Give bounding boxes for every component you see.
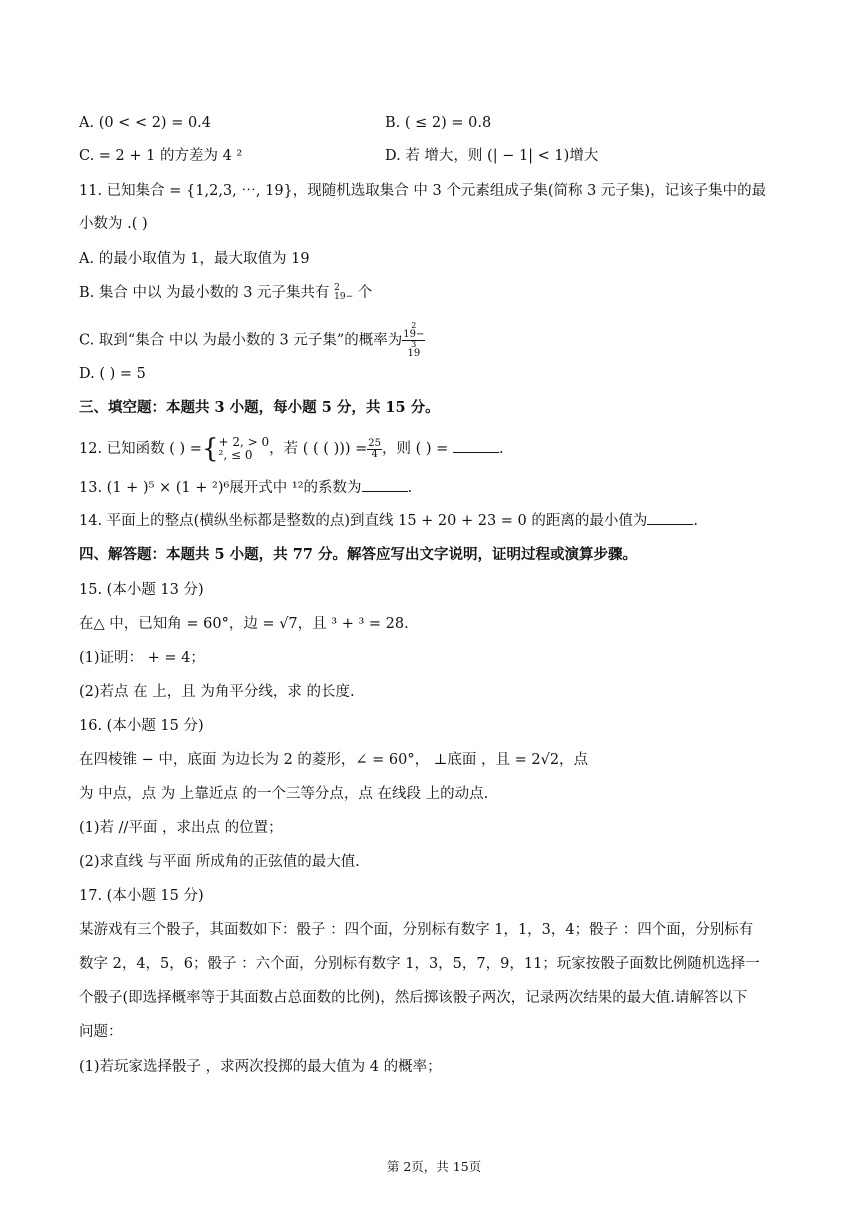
question-17-part-1: (1)若玩家选择骰子 ，求两次投掷的最大值为 4 的概率； <box>79 1059 442 1075</box>
option-b-tail: 个 <box>353 285 373 301</box>
answer-blank[interactable] <box>647 524 693 525</box>
option-c: C. = 2 + 1 的方差为 4 ² <box>79 148 243 164</box>
question-15-stem: 在△ 中，已知角 = 60°，边 = √7，且 ³ + ³ = 28. <box>79 616 409 632</box>
answer-blank[interactable] <box>453 452 499 453</box>
option-d: D. 若 增大，则 (| − 1| < 1)增大 <box>385 148 599 164</box>
question-17-header: 17. (本小题 15 分) <box>79 888 204 904</box>
denominator: 19 <box>407 348 421 359</box>
q12-den: 4 <box>371 448 378 460</box>
page-footer: 第 2页，共 15页 <box>386 1159 482 1174</box>
numerator: 19− <box>403 329 425 340</box>
question-11-option-b <box>79 283 808 303</box>
question-15-part-1: (1)证明： + = 4； <box>79 650 205 666</box>
question-11-option-a: A. 的最小取值为 1，最大取值为 19 <box>79 251 310 267</box>
question-11-option-d: D. ( ) = 5 <box>79 366 146 382</box>
q12-mid: ，若 ( ( ( ))) = <box>269 441 368 457</box>
q12-text: 12. 已知函数 ( ) = <box>79 441 202 457</box>
question-12: 12. 已知函数 ( ) ={ + 2, > 0 ², ≤ 0 ，若 ( ( ( ))) = $\frac{25}{4}$ ，则 ( ) = . <box>79 434 504 464</box>
option-b-text: B. 集合 中以 为最小数的 3 元子集共有 <box>79 285 335 301</box>
q12-post: ，则 ( ) = <box>382 441 453 457</box>
q12-fraction <box>367 439 382 460</box>
option-row-a-b <box>79 113 808 133</box>
question-11-option-c <box>79 322 808 359</box>
question-17-stem-2: 数字 2，4，5，6；骰子 ：六个面，分别标有数字 1，3，5，7，9，11；玩家按骰子面数比例随机选择一 <box>79 956 760 972</box>
question-13: 13. (1 + )⁵ × (1 + ²)⁶展开式中 ¹²的系数为 . <box>79 480 413 496</box>
answer-blank[interactable] <box>362 491 408 492</box>
option-b: B. ( ≤ 2) = 0.8 <box>385 115 492 131</box>
piecewise <box>219 436 270 462</box>
section-four-heading: 四、解答题：本题共 5 小题，共 77 分。解答应写出文字说明，证明过程或演算步骤。 <box>79 546 637 563</box>
combination-sup: 2 <box>334 283 340 293</box>
option-a: A. (0 < < 2) = 0.4 <box>79 115 212 131</box>
question-16-stem: 在四棱锥 − 中，底面 为边长为 2 的菱形，∠ = 60°， ⊥底面 ，且 = 2√2，点 <box>79 752 589 768</box>
q13-text: 13. (1 + )⁵ × (1 + ²)⁶展开式中 ¹²的系数为 <box>79 480 362 496</box>
question-16-part-2: (2)求直线 与平面 所成角的正弦值的最大值. <box>79 854 360 870</box>
piece-2: ², ≤ 0 <box>218 448 253 462</box>
question-16-header: 16. (本小题 15 分) <box>79 718 204 734</box>
option-row-c-d <box>79 146 808 166</box>
section-three-heading: 三、填空题：本题共 3 小题，每小题 5 分，共 15 分。 <box>79 399 440 416</box>
question-15-part-2: (2)若点 在 上，且 为角平分线，求 的长度. <box>79 684 355 700</box>
question-16-stem-cont: 为 中点，点 为 上靠近点 的一个三等分点，点 在线段 上的动点. <box>79 786 489 802</box>
question-15-header: 15. (本小题 13 分) <box>79 582 204 598</box>
brace-glyph: { <box>201 434 219 464</box>
piece-1: + 2, > 0 <box>218 435 270 449</box>
q12-num: 25 <box>368 437 382 449</box>
question-11-stem: 11. 已知集合 = {1,2,3, ⋯, 19}，现随机选取集合 中 3 个元素组成子集(简称 3 元子集)，记该子集中的最 <box>79 183 767 199</box>
denominator-sup: 3 <box>411 340 417 349</box>
question-17-stem-1: 某游戏有三个骰子，其面数如下：骰子 ：四个面，分别标有数字 1，1，3，4；骰子 ：四个面，分别标有 <box>79 922 754 938</box>
question-11-stem-cont: 小数为 .( ) <box>79 216 148 232</box>
question-17-stem-3: 个骰子(即选择概率等于其面数占总面数的比例)，然后掷该骰子两次，记录两次结果的最大值.请解答以下 <box>79 990 748 1006</box>
option-c-text: C. 取到“集合 中以 为最小数的 3 元子集”的概率为 <box>79 332 403 349</box>
question-17-stem-4: 问题： <box>79 1024 123 1040</box>
numerator-sup: 2 <box>411 321 417 330</box>
question-14: 14. 平面上的整点(横纵坐标都是整数的点)到直线 15 + 20 + 23 = 0 的距离的最小值为 . <box>79 513 698 529</box>
probability-fraction <box>402 322 425 359</box>
q14-text: 14. 平面上的整点(横纵坐标都是整数的点)到直线 15 + 20 + 23 = 0 的距离的最小值为 <box>79 513 648 529</box>
question-16-part-1: (1)若 //平面 ，求出点 的位置； <box>79 820 283 836</box>
combination-sub: 19− <box>334 292 354 302</box>
